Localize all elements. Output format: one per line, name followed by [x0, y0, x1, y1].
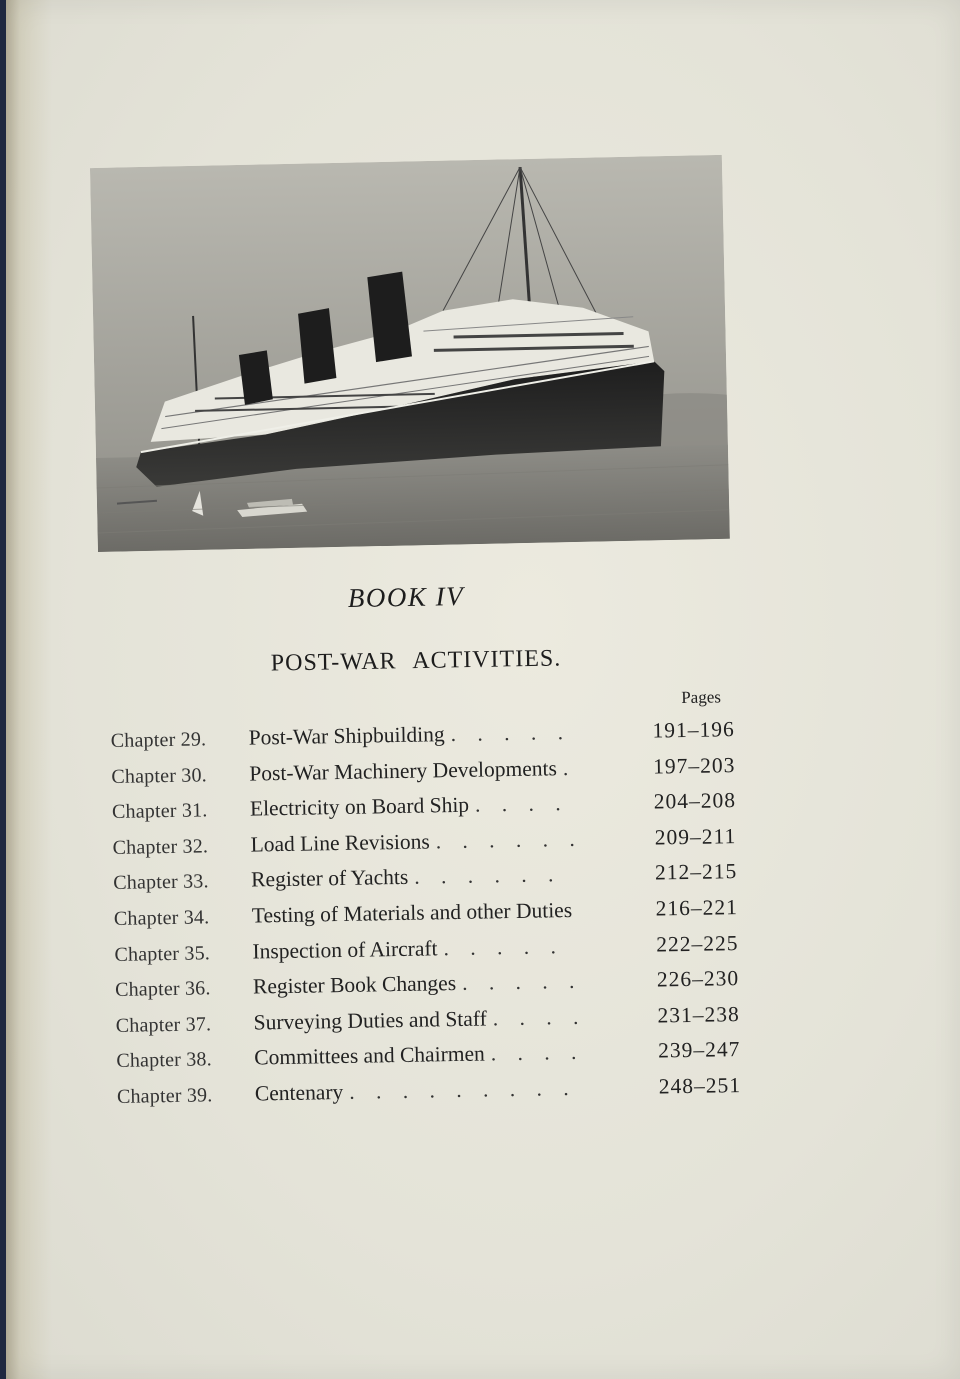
chapter-number: Chapter 29. [110, 728, 207, 752]
chapter-pages: 248–251 [658, 1072, 742, 1099]
dot-leader [572, 916, 642, 917]
chapter-number: Chapter 32. [112, 835, 209, 859]
ocean-liner-photo-icon [90, 155, 730, 552]
chapter-title-cell [250, 826, 640, 858]
section-heading: POST-WAR ACTIVITIES. [270, 645, 562, 677]
chapter-title-cell [252, 932, 642, 964]
chapter-title: Testing of Materials and other Duties [251, 897, 573, 928]
chapter-number: Chapter 31. [111, 799, 208, 824]
chapter-title: Inspection of Aircraft [252, 935, 438, 964]
dot-leader: . . . . [490, 1040, 585, 1066]
chapter-number: Chapter 38. [116, 1048, 213, 1073]
dot-leader: . [562, 755, 577, 780]
chapter-number: Chapter 35. [114, 941, 211, 966]
chapter-number: Chapter 34. [113, 906, 210, 930]
chapter-pages: 239–247 [657, 1037, 741, 1063]
chapter-pages: 197–203 [652, 752, 736, 779]
dot-leader: . . . . . . [435, 826, 583, 854]
pages-column-label: Pages [681, 687, 722, 708]
chapter-title: Register of Yachts [250, 865, 409, 892]
book-heading: BOOK IV [347, 580, 465, 614]
chapter-title: Register Book Changes [252, 971, 457, 999]
table-of-contents [110, 686, 770, 1108]
chapter-list [111, 716, 778, 1119]
dot-leader: . . . . [492, 1004, 587, 1031]
dot-leader: . . . . . . [414, 862, 562, 890]
dot-leader: . . . . . . . . . [349, 1075, 577, 1104]
chapter-title: Centenary [254, 1079, 344, 1106]
chapter-pages: 204–208 [653, 788, 737, 814]
chapter-title-cell [249, 719, 639, 751]
chapter-pages: 226–230 [656, 966, 740, 992]
chapter-title: Committees and Chairmen [254, 1041, 485, 1070]
chapter-title: Post-War Machinery Developments [249, 755, 558, 786]
chapter-number: Chapter 33. [113, 870, 209, 895]
chapter-pages: 231–238 [657, 1001, 740, 1028]
chapter-pages: 209–211 [654, 823, 737, 850]
dot-leader: . . . . . [450, 719, 572, 747]
chapter-title-cell [254, 1039, 644, 1071]
chapter-title: Load Line Revisions [250, 829, 430, 857]
dot-leader: . . . . . [443, 933, 565, 960]
chapter-title: Electricity on Board Ship [249, 792, 470, 821]
chapter-pages: 222–225 [656, 930, 739, 957]
chapter-number: Chapter 36. [114, 977, 211, 1002]
chapter-pages: 216–221 [655, 895, 739, 921]
chapter-number: Chapter 30. [111, 763, 208, 788]
chapter-number: Chapter 39. [116, 1084, 213, 1108]
book-page [6, 0, 960, 1379]
chapter-title: Surveying Duties and Staff [253, 1006, 487, 1035]
chapter-title: Post-War Shipbuilding [248, 722, 445, 750]
chapter-number: Chapter 37. [115, 1013, 212, 1037]
chapter-pages: 191–196 [652, 717, 735, 743]
dot-leader: . . . . . [461, 968, 583, 996]
dot-leader: . . . . [474, 791, 569, 817]
chapter-pages: 212–215 [654, 859, 738, 885]
